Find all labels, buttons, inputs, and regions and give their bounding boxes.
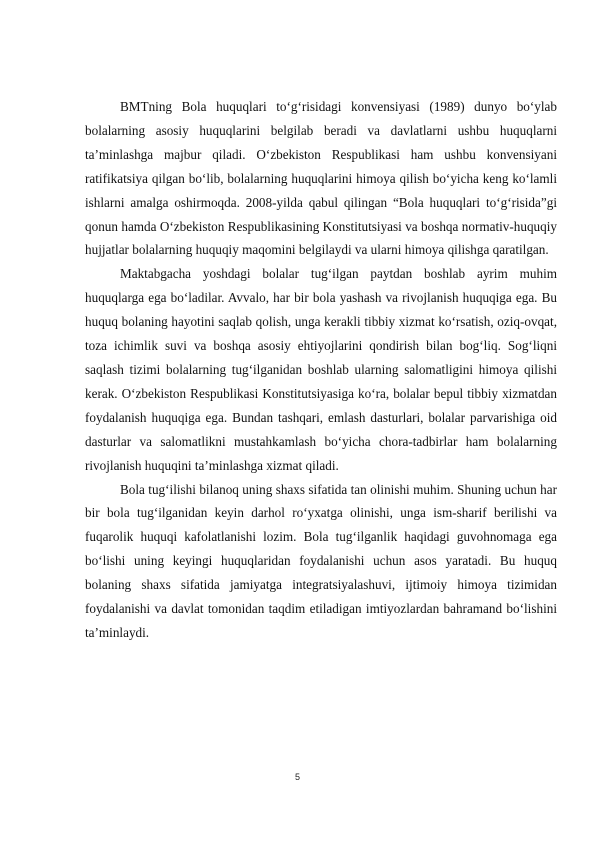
paragraph-3: Bola tug‘ilishi bilanoq uning shaxs sifatida tan olinishi muhim. Shuning uchun har bir bola tug‘ilganidan keyin darhol ro‘yxatga olinishi, unga ism-sharif berilishi va fuqarolik huquqi kafolatlanishi lozim. Bola tug‘ilganlik haqidagi guvohnomaga ega bo‘lishi uning keyingi huquqlaridan foydalanishi uchun asos yaratadi. Bu huquq bolaning shaxs sifatida jamiyatga integratsiyalashuvi, ijtimoiy himoya tizimidan foydalanishi va davlat tomonidan taqdim etiladigan imtiyozlardan bahramand bo‘lishini ta’minlaydi. — [85, 481, 557, 640]
paragraph-1: BMTning Bola huquqlari to‘g‘risidagi konvensiyasi (1989) dunyo bo‘ylab bolalarning asosiy huquqlarini belgilab beradi va davlatlarni ushbu huquqlarni ta’minlashga majbur qiladi. O‘zbekiston Respublikasi ham ushbu konvensiyani ratifikatsiya qilgan bo‘lib, bolalarning huquqlarini himoya qilish bo‘yicha keng ko‘lamli ishlarni amalga oshirmoqda. 2008-yilda qabul qilingan “Bola huquqlari to‘g‘risida”gi qonun hamda O‘zbekiston Respublikasining Konstitutsiyasi va boshqa normativ-huquqiy hujjatlar bolalarning huquqiy maqomini belgilaydi va ularni himoya qilishga qaratilgan. — [85, 99, 557, 258]
page-number: 5 — [294, 772, 300, 782]
paragraph-2: Maktabgacha yoshdagi bolalar tug‘ilgan paytdan boshlab ayrim muhim huquqlarga ega bo‘ladilar. Avvalo, har bir bola yashash va rivojlanish huquqiga ega. Bu huquq bolaning hayotini saqlab qolish, unga kerakli tibbiy xizmat ko‘rsatish, oziq-ovqat, toza ichimlik suvi va boshqa asosiy ehtiyojlarini qondirish bilan bog‘liq. Sog‘liqni saqlash tizimi bolalarning tug‘ilganidan boshlab ularning salomatligini himoya qilishi kerak. O‘zbekiston Respublikasi Konstitutsiyasiga ko‘ra, bolalar bepul tibbiy xizmatdan foydalanish huquqiga ega. Bundan tashqari, emlash dasturlari, bolalar parvarishiga oid dasturlar va salomatlikni mustahkamlash bo‘yicha chora-tadbirlar ham bolalarning rivojlanish huquqini ta’minlashga xizmat qiladi. — [85, 266, 557, 473]
body-text — [85, 95, 557, 645]
